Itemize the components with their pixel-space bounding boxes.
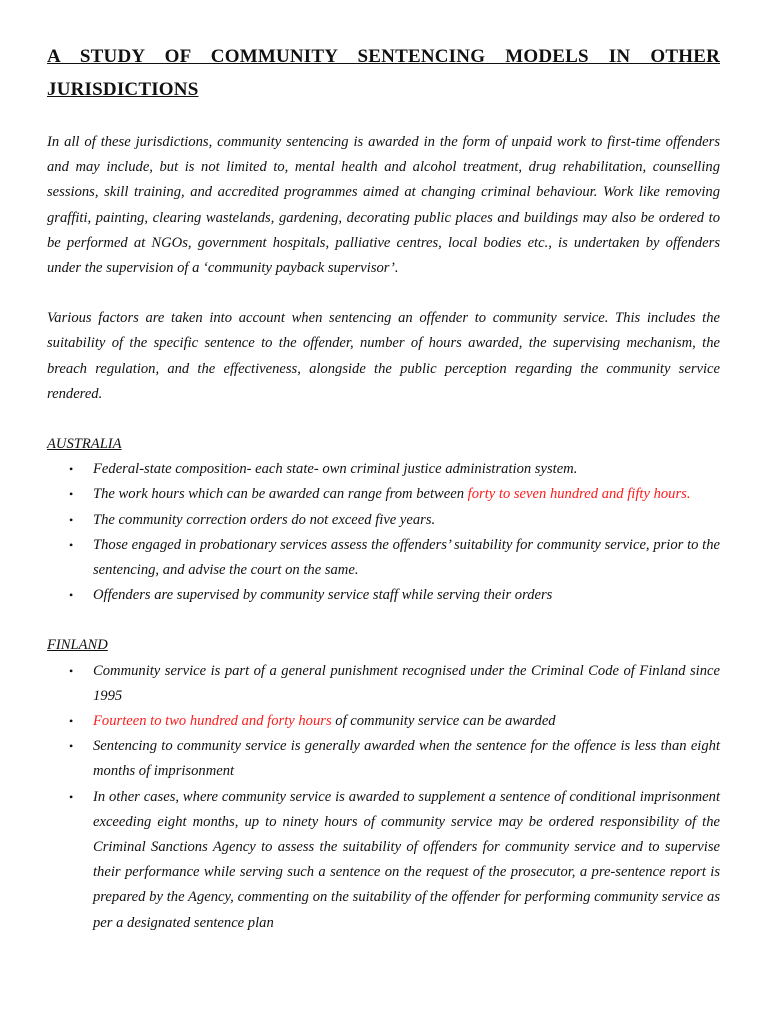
list-item-text: The community correction orders do not exceed five years. [93,511,436,528]
factors-paragraph: Various factors are taken into account when sentencing an offender to community service. This includes the suitability of the specific sentence to the offender, number of hours awarded, the supervising mechanism, the breach regulation, and the effectiveness, alongside the public perception regarding the community service rendered. [47,310,720,402]
bullet-icon: • [69,462,74,477]
highlighted-text: Fourteen to two hundred and forty hours [93,713,332,730]
bullet-icon: • [69,512,74,527]
intro-paragraph: In all of these jurisdictions, community sentencing is awarded in the form of unpaid work to first-time offenders and may include, but is not limited to, mental health and alcohol treatment, drug rehabilitation, counselling sessions, skill training, and accredited programmes aimed at changing criminal behaviour. Work like removing graffiti, painting, clearing wastelands, gardening, decorating public places and buildings may also be ordered to be performed at NGOs, government hospitals, palliative centres, local bodies etc., is undertaken by offenders under the supervision of a ‘community payback supervisor’. [47,134,720,277]
australia-bullet-list [47,457,720,608]
highlighted-text: forty to seven hundred and fifty hours. [467,486,691,503]
list-item [47,734,720,784]
title-line-1: A STUDY OF COMMUNITY SENTENCING MODELS IN OTHER [47,46,720,67]
list-item [47,482,720,507]
list-item [47,659,720,709]
section-heading-australia: AUSTRALIA [47,436,122,453]
list-item-text: Federal-state composition- each state- own criminal justice administration system. [93,461,578,478]
bullet-icon: • [69,537,74,552]
document-page [47,40,720,936]
list-item [47,457,720,482]
finland-bullet-list [47,659,720,936]
section-heading-finland: FINLAND [47,637,108,654]
bullet-icon: • [69,487,74,502]
list-item [47,508,720,533]
list-item-text: In other cases, where community service is awarded to supplement a sentence of conditional imprisonment exceeding eight months, up to ninety hours of community service may be ordered responsibility of the Criminal Sanctions Agency to assess the suitability of offenders for community service and to supervise their performance while serving such a sentence on the request of the prosecutor, a pre-sentence report is prepared by the Agency, commenting on the suitability of the offender for performing community service as per a designated sentence plan [93,788,720,931]
list-item-text: The work hours which can be awarded can range from between [93,486,468,503]
list-item-text: Those engaged in probationary services assess the offenders’ suitability for community service, prior to the sentencing, and advise the court on the same. [93,536,720,579]
bullet-icon: • [69,663,74,678]
bullet-icon: • [69,789,74,804]
title-line-2: JURISDICTIONS [47,79,199,100]
list-item [47,709,720,734]
bullet-icon: • [69,714,74,729]
list-item-text: of community service can be awarded [331,713,556,730]
document-title [47,40,720,106]
list-item-text: Community service is part of a general punishment recognised under the Criminal Code of Finland since 1995 [93,662,720,704]
list-item-text: Offenders are supervised by community service staff while serving their orders [93,587,553,604]
list-item [47,785,720,936]
bullet-icon: • [69,739,74,754]
list-item [47,533,720,583]
list-item-text: Sentencing to community service is generally awarded when the sentence for the offence is less than eight months of imprisonment [93,738,720,780]
list-item [47,583,720,608]
bullet-icon: • [69,588,74,603]
